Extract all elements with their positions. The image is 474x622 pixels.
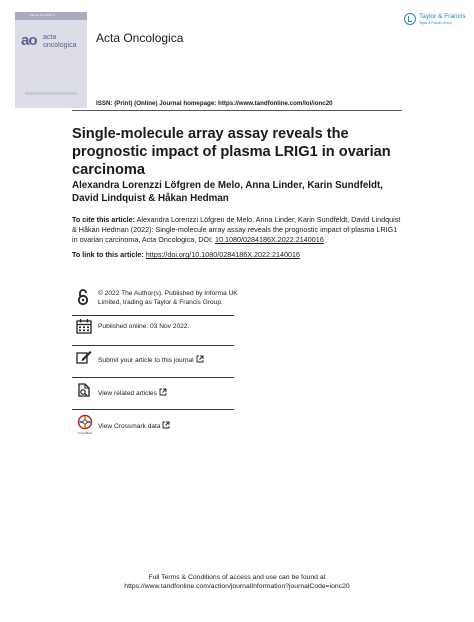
publisher-name: Taylor & Francis — [419, 13, 466, 20]
published-date: Published online: 03 Nov 2022. — [98, 323, 190, 330]
open-access-icon — [77, 288, 89, 306]
license-text: © 2022 The Author(s). Published by Informa UK Limited, trading as Taylor & Francis Group. — [98, 290, 238, 306]
cover-top-band — [15, 12, 87, 20]
submit-article-link[interactable]: Submit your article to this journal — [98, 355, 204, 366]
link-label: To link to this article: — [72, 250, 144, 259]
citation-label: To cite this article: — [72, 215, 135, 224]
submit-pencil-icon — [76, 350, 92, 364]
citation-block — [72, 215, 402, 245]
terms-footer-url-link[interactable]: https://www.tandfonline.com/action/journalInformation?journalCode=ionc20 — [124, 583, 350, 591]
info-divider — [72, 345, 234, 346]
cover-logo-mark: ao — [21, 32, 37, 49]
citation-text: Alexandra Lorenzzi Löfgren de Melo, Anna Linder, Karin Sundfeldt, David Lindquist & Håkan Hedman (2022): Single-molecule array assay reveals the prognostic impact of plasma LRIG1 in ovarian carcinoma, Acta Oncologica, DOI: — [72, 215, 401, 244]
calendar-icon — [76, 318, 92, 334]
view-related-articles-link[interactable]: View related articles — [98, 388, 167, 399]
cover-decoration — [25, 92, 77, 95]
info-divider — [72, 315, 234, 316]
external-link-icon — [196, 355, 204, 363]
issn-homepage-line[interactable]: ISSN: (Print) (Online) Journal homepage: https://www.tandfonline.com/loi/ionc20 — [96, 100, 333, 107]
related-articles-icon — [77, 382, 91, 398]
terms-footer-line1: Full Terms & Conditions of access and use can be found at — [148, 574, 326, 581]
cover-top-text: Volume 61 Issue 11 — [29, 13, 56, 17]
terms-footer — [72, 573, 402, 591]
article-doi-url-link[interactable]: https://doi.org/10.1080/0284186X.2022.2140016 — [145, 250, 301, 259]
article-title: Single-molecule array assay reveals the prognostic impact of plasma LRIG1 in ovarian carcinoma — [72, 126, 391, 178]
cover-title: acta oncologica — [43, 34, 77, 49]
view-crossmark-link[interactable]: View Crossmark data — [98, 421, 170, 432]
info-divider — [72, 409, 234, 410]
crossmark-logo-text: CrossMark — [77, 431, 93, 435]
external-link-icon — [162, 421, 170, 429]
article-authors: Alexandra Lorenzzi Löfgren de Melo, Anna Linder, Karin Sundfeldt, David Lindquist & Håkan Hedman — [72, 180, 383, 204]
article-link-line — [72, 250, 412, 260]
journal-cover-thumbnail[interactable] — [15, 12, 87, 108]
publisher-tagline: Taylor & Francis Group — [419, 21, 452, 25]
info-divider — [72, 377, 234, 378]
journal-title: Acta Oncologica — [96, 31, 184, 45]
citation-doi-link[interactable]: 10.1080/0284186X.2022.2140016 — [215, 235, 324, 244]
external-link-icon — [159, 388, 167, 396]
header-divider — [72, 110, 402, 111]
publisher-logo-icon — [404, 13, 416, 25]
